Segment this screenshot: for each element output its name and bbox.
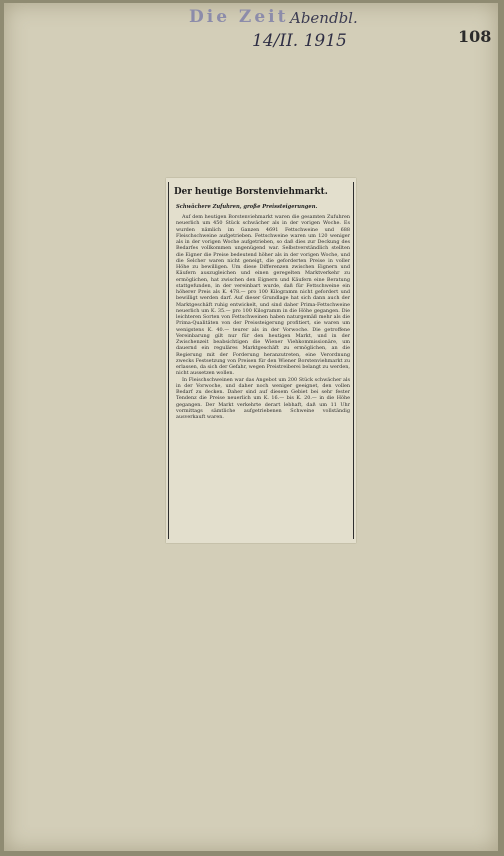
handwritten-edition-note: Abendbl.: [290, 9, 358, 27]
archive-sheet: [4, 3, 498, 851]
newspaper-stamp: Die Zeit: [189, 7, 289, 27]
page-number: 108: [458, 27, 492, 46]
article-paragraph: In Fleischschweinen war das Angebot um 200 Stück schwächer als in der Vorwoche, und daher noch weniger geeignet, den vollen Bedarf zu decken. Daher sind auf diesem Gebiet bei sehr fester Tendenz die Preise neuerlich um K. 16.— bis K. 20.— in die Höhe gegangen. Der Markt verkehrte derart lebhaft, daß um 11 Uhr vormittags sämtliche aufgetriebenen Schweine vollständig ausverkauft waren.: [176, 376, 350, 420]
article-title: Der heutige Borstenviehmarkt.: [174, 187, 328, 197]
newspaper-clipping: [166, 178, 356, 543]
handwritten-date-note: 14/II. 1915: [252, 31, 347, 51]
article-body: [176, 214, 350, 420]
article-paragraph: Auf dem heutigen Borstenviehmarkt waren die gesamten Zufuhren neuerlich um 450 Stück schwächer als in der vorigen Woche. Es wurden nämlich im Ganzen 4691 Fettschweine und 688 Fleischschweine aufgetrieben. Fettschweine waren um 120 weniger als in der vorigen Woche aufgetrieben, so daß dies zur Deckung des Bedarfes vollkommen ungenügend war. Selbstverständlich stellten die Eigner die Preise bedeutend höher als in der vorigen Woche, und die Selcher waren nicht geneigt, die geforderten Preise in voller Höhe zu bewilligen. Um diese Differenzen zwischen Eignern und Käufern auszugleichen und einen geregelten Marktverkehr zu ermöglichen, hat zwischen den Eignern und Käufern eine Beratung stattgefunden, in der vereinbart wurde, daß für Fettschweine ein höherer Preis als K. 478.— pro 100 Kilogramm nicht gefordert und bewilligt werden darf. Auf dieser Grundlage hat sich dann auch der Marktgeschäft ruhig entwickelt, und sind daher Prima-Fettschweine neuerlich um K. 35.— pro 100 Kilogramm in die Höhe gegangen. Die leichteren Sorten von Fettschweinen haben naturgemäß mehr als die Prima-Qualitäten von der Preissteigerung profitiert, sie waren um wenigstens K. 40.— teurer als in der Vorwoche. Die getroffene Vereinbarung gilt nur für den heutigen Markt, und in der Zwischenzeit beabsichtigen die Wiener Viehkommissionäre, um dauernd ein reguläres Marktgeschäft zu ermöglichen, an die Regierung mit der Forderung heranzutreten, eine Verordnung zwecks Festsetzung von Preisen für den Wiener Borstenviehmarkt zu erlassen, da sich der Gefahr, wegen Preistreiberei belangt zu werden, nicht aussetzen wollen.: [176, 214, 350, 377]
article-subtitle: Schwächere Zufuhren, große Preissteigerungen.: [176, 204, 318, 210]
